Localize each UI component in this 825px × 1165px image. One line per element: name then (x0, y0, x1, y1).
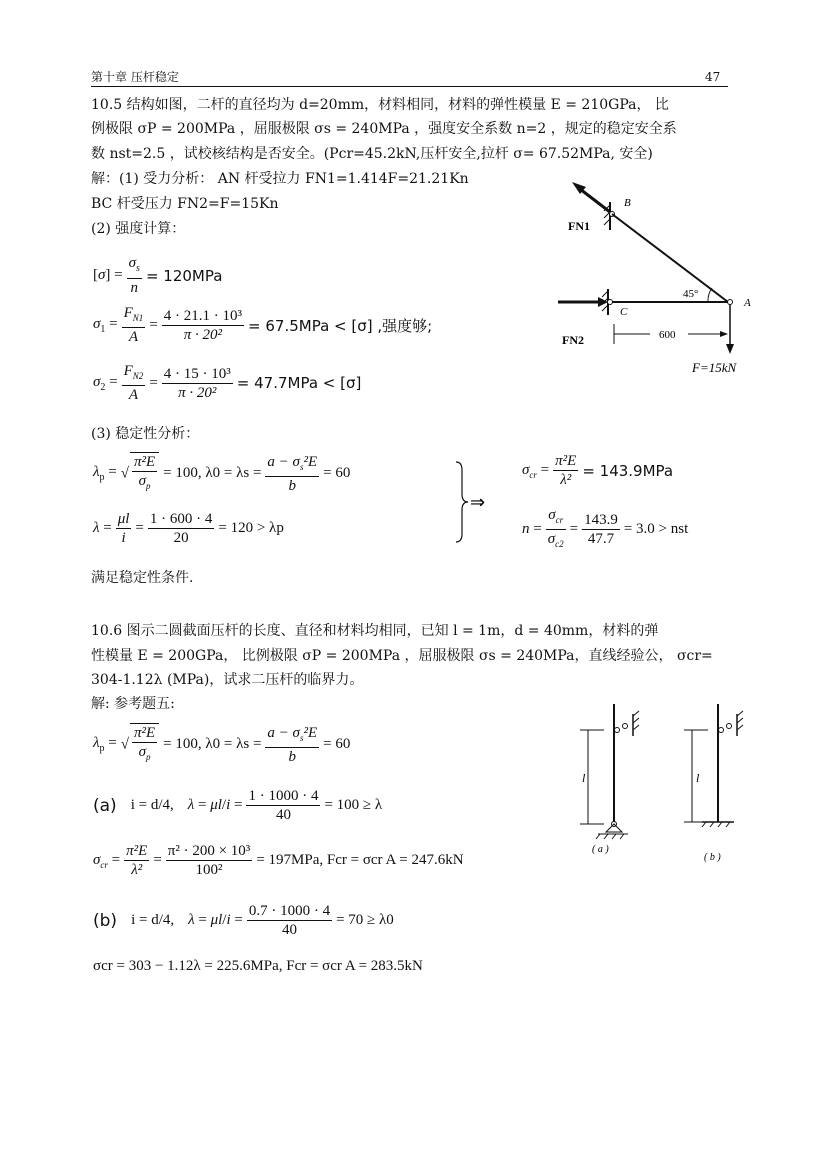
conclusion-10-5: 满足稳定性条件. (91, 570, 194, 586)
equation-lambda-p-10-6: $\lambda_p$ = √ $\frac{\text{π²E}}{\sigma_p}$ = 100, λ0 = λs = $\frac{a - \sigma_s^2E}{b}$ = 60 (93, 724, 351, 765)
label-length-a: l (582, 771, 586, 785)
sigma2-result: = 47.7MPa < [σ] (236, 374, 362, 392)
chapter-header: 第十章 压杆稳定 (91, 70, 179, 84)
header-rule (91, 86, 728, 87)
lambda-numerator: 1 · 600 · 4 (149, 511, 213, 527)
caption-b: ( b ) (704, 852, 721, 863)
truss-figure (548, 172, 758, 378)
case-b-label: (b) (93, 910, 118, 931)
equation-allowable-stress: [σ] = $\frac{\sigma_s}{n}$ = 120MPa (93, 255, 223, 296)
case-a-sigma-denominator: 100² (195, 862, 223, 878)
solution-force-analysis: 解：(1) 受力分析： AN 杆受拉力 FN1=1.414F=21.21Kn (91, 171, 469, 187)
brace-implies (452, 460, 492, 544)
label-a: A (744, 297, 751, 309)
case-b-lambda-denominator: 40 (281, 922, 297, 938)
case-b-lambda-numerator: 0.7 · 1000 · 4 (248, 903, 331, 919)
equation-case-a-sigma: $\sigma_{cr}$ = $\frac{\text{π²E}}{\text{λ²}}$ = $\frac{\text{π² · 200 × 10³}}{\text{100²}}$ = 197MPa, Fcr = σcr A = 247.6kN (93, 843, 464, 878)
label-b: B (624, 197, 631, 209)
safety-numerator: 143.9 (584, 512, 618, 528)
lambda-p-10-6-middle: = 100, λ0 = λs = (163, 736, 262, 752)
equation-lambda: λ = $\frac{\mu l}{i}$ = $\frac{1 \cdot 600 \cdot 4}{20}$ = 120 > λp (93, 511, 284, 546)
solution-10-6: 解: 参考题五: (91, 696, 175, 712)
problem-10-5-line2: 例极限 σP = 200MPa ，屈服极限 σs = 240MPa ，强度安全系数 n=2 ，规定的稳定安全系 (91, 121, 677, 137)
case-b-lambda-result: = 70 ≥ λ0 (336, 912, 394, 928)
page-number: 47 (705, 70, 721, 84)
equation-case-a-lambda: (a) i = d/4, λ = μl/i = $\frac{1 \cdot 1000 \cdot 4}{40}$ = 100 ≥ λ (93, 788, 383, 823)
problem-10-6-line1: 10.6 图示二圆截面压杆的长度、直径和材料均相同，已知 l = 1m，d = 40mm，材料的弹 (91, 623, 659, 639)
lambda-result: = 120 > λp (218, 520, 284, 536)
case-a-lambda-denominator: 40 (275, 807, 291, 823)
problem-10-6-line2: 性模量 E = 200GPa， 比例极限 σP = 200MPa ，屈服极限 σs = 240MPa，直线经验公， σcr= (91, 648, 713, 664)
caption-a: ( a ) (592, 844, 609, 855)
sigma2-numerator: 4 · 15 · 10³ (163, 365, 231, 382)
label-length-b: l (696, 771, 700, 785)
allowable-stress-result: = 120MPa (145, 266, 223, 285)
step-stability: (3) 稳定性分析： (91, 426, 200, 442)
label-fn2: FN2 (562, 333, 584, 347)
equation-case-b-lambda: (b) i = d/4, λ = μl/i = $\frac{0.7 \cdot 1000 \cdot 4}{40}$ = 70 ≥ λ0 (93, 903, 394, 938)
svg-text:⇒: ⇒ (470, 492, 486, 513)
lambda-denominator: 20 (173, 530, 189, 546)
label-dimension: 600 (659, 329, 676, 341)
lambda-p-10-6-result: = 60 (323, 736, 351, 752)
sigma1-denominator: π · 20² (183, 326, 223, 343)
case-a-sigma-result: = 197MPa, Fcr = σcr A = 247.6kN (256, 852, 464, 868)
equation-sigma-cr: $\sigma_{cr}$ = $\frac{\text{π²E}}{\text{λ²}}$ = 143.9MPa (522, 453, 674, 488)
case-a-lambda-result: = 100 ≥ λ (324, 797, 383, 813)
equation-case-b-sigma (93, 958, 423, 975)
problem-10-5-line3: 数 nst=2.5 ，试校核结构是否安全。(Pcr=45.2kN,压杆安全,拉杆 σ= 67.52MPa, 安全) (91, 146, 653, 162)
safety-result: = 3.0 > nst (623, 521, 689, 537)
step-strength: (2) 强度计算： (91, 221, 186, 237)
label-c: C (620, 306, 628, 318)
sigma1-numerator: 4 · 21.1 · 10³ (163, 307, 243, 324)
sigma2-denominator: π · 20² (178, 384, 217, 401)
label-fn1: FN1 (568, 219, 590, 233)
case-a-label: (a) (93, 795, 117, 816)
case-a-i: i = d/4, (130, 797, 174, 813)
problem-10-6-line3: 304-1.12λ (MPa)，试求二压杆的临界力。 (91, 672, 364, 688)
lambda-p-middle: = 100, λ0 = λs = (163, 465, 262, 481)
case-a-sigma-numerator: π² · 200 × 10³ (167, 843, 251, 859)
equation-sigma1: $\sigma_1$ = $\frac{F_{N1}}{A}$ = $\frac{\text{4 · 21.1 · 10³}}{\text{π · 20²}}$ = 67.5MPa < [σ] ,强度够; (93, 305, 433, 345)
equation-lambda-p: $\lambda_p$ = √ $\frac{\text{π²E}}{\sigma_p}$ = 100, λ0 = λs = $\frac{a - \sigma_s^2E}{b}$ = 60 (93, 453, 351, 494)
case-b-sigma-result: σcr = 303 − 1.12λ = 225.6MPa, Fcr = σcr A = 283.5kN (93, 958, 423, 974)
problem-10-5-line1: 10.5 结构如图，二杆的直径均为 d=20mm，材料相同，材料的弹性模量 E = 210GPa， 比 (91, 97, 669, 113)
equation-safety-factor: n = $\frac{\sigma_{cr}}{\sigma_{c2}}$ = $\frac{143.9}{47.7}$ = 3.0 > nst (522, 507, 689, 549)
columns-figure (570, 700, 760, 880)
case-b-i: i = d/4, (131, 912, 175, 928)
label-force: F=15kN (692, 360, 737, 375)
label-angle: 45° (683, 288, 699, 300)
lambda-p-result: = 60 (323, 465, 351, 481)
safety-denominator: 47.7 (587, 531, 615, 547)
solution-bc-force: BC 杆受压力 FN2=F=15Kn (91, 196, 279, 212)
sigma1-result: = 67.5MPa < [σ] ,强度够; (248, 316, 433, 335)
equation-sigma2: $\sigma_2$ = $\frac{F_{N2}}{A}$ = $\frac{\text{4 · 15 · 10³}}{\text{π · 20²}}$ = 47.7MPa < [σ] (93, 363, 362, 403)
case-a-lambda-numerator: 1 · 1000 · 4 (248, 788, 319, 804)
sigma-cr-result: = 143.9MPa (582, 461, 674, 480)
